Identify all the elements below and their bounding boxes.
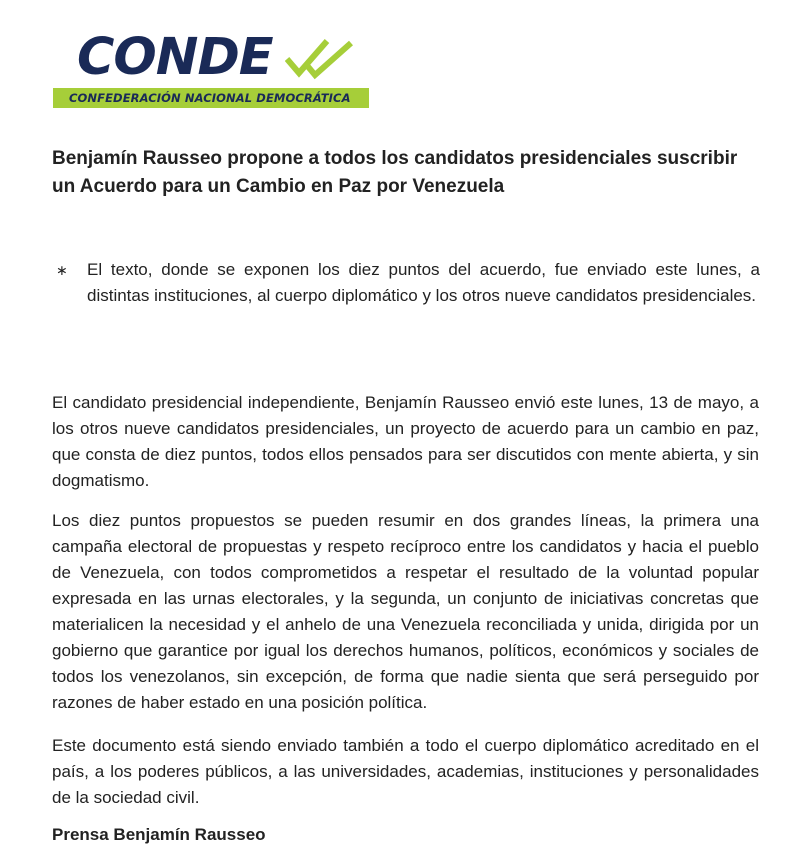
body-paragraph: El candidato presidencial independiente, Benjamín Rausseo envió este lunes, 13 de mayo, a los otros nueve candidatos presidenciales, un proyecto de acuerdo para un cambio en paz, que consta de diez puntos, todos ellos pensados para ser discutidos con mente abierta, y sin dogmatismo.	[52, 393, 759, 490]
body-paragraph: Los diez puntos propuestos se pueden resumir en dos grandes líneas, la primera una campaña electoral de propuestas y respeto recíproco entre los candidatos y hacia el pueblo de Venezuela, con todos comprometidos a respetar el resultado de la voluntad popular expresada en las urnas electorales, y la segunda, un conjunto de iniciativas concretas que materialicen la necesidad y el anhelo de una Venezuela reconciliada y unida, dirigida por un gobierno que garantice por igual los derechos humanos, políticos, económicos y sociales de todos los venezolanos, sin excepción, de forma que nadie sienta que será perseguido por razones de haber estado en una posición política.	[52, 511, 759, 712]
logo-wordmark: CONDE	[77, 28, 273, 87]
summary-text: El texto, donde se exponen los diez puntos del acuerdo, fue enviado este lunes, a distintas instituciones, al cuerpo diplomático y los otros nueve candidatos presidenciales.	[87, 260, 760, 305]
body-paragraph: Este documento está siendo enviado también a todo el cuerpo diplomático acreditado en el país, a los poderes públicos, a las universidades, academias, instituciones y personalidades de la sociedad civil.	[52, 736, 759, 807]
summary-bullet	[52, 257, 760, 309]
asterisk-bullet-icon: ∗	[56, 262, 68, 278]
conde-logo	[53, 28, 373, 110]
logo-tagline: CONFEDERACIÓN NACIONAL DEMOCRÁTICA	[69, 91, 351, 105]
press-signature: Prensa Benjamín Rausseo	[52, 825, 266, 844]
double-checkmark-icon	[285, 37, 357, 81]
logo-tagline-band	[53, 88, 369, 108]
article-headline: Benjamín Rausseo propone a todos los candidatos presidenciales suscribir un Acuerdo para un Cambio en Paz por Venezuela	[52, 148, 738, 197]
